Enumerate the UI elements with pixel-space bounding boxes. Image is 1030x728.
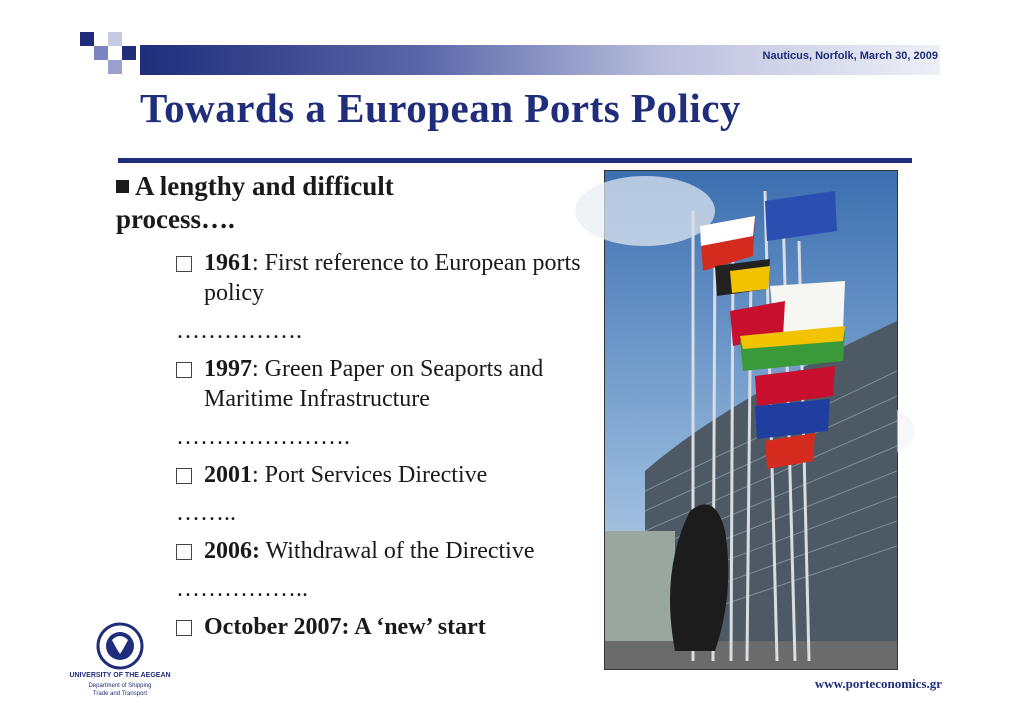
header-deco-square xyxy=(108,32,122,46)
ellipsis-separator: …….. xyxy=(176,500,236,526)
title-divider xyxy=(118,158,912,163)
item-year: 2001 xyxy=(204,462,252,488)
header-deco-square xyxy=(108,60,122,74)
item-text: Withdrawal of the Directive xyxy=(260,538,535,564)
item-text: : Port Services Directive xyxy=(252,462,488,488)
ellipsis-separator: …………….. xyxy=(176,576,308,602)
checkbox-bullet-icon xyxy=(176,468,192,484)
list-item xyxy=(176,354,606,414)
item-year: 1997 xyxy=(204,356,252,382)
list-item xyxy=(176,612,606,642)
bullet-square-icon xyxy=(116,180,129,193)
item-year: 2006: xyxy=(204,538,260,564)
item-text: : Green Paper on Seaports and Maritime Infrastructure xyxy=(204,356,544,412)
checkbox-bullet-icon xyxy=(176,544,192,560)
checkbox-bullet-icon xyxy=(176,256,192,272)
item-text: : First reference to European ports policy xyxy=(204,250,581,306)
eu-parliament-flags-photo xyxy=(604,170,898,670)
university-logo xyxy=(69,620,171,700)
item-year: 1961 xyxy=(204,250,252,276)
list-item xyxy=(176,248,606,308)
header-deco-square xyxy=(80,32,94,46)
checkbox-bullet-icon xyxy=(176,362,192,378)
footer-url: www.porteconomics.gr xyxy=(814,676,942,691)
header-deco-square xyxy=(94,46,108,60)
header-note: Nauticus, Norfolk, March 30, 2009 xyxy=(762,50,938,62)
ellipsis-separator: ……………. xyxy=(176,318,302,344)
list-item xyxy=(176,536,606,566)
main-bullet-text: A lengthy and difficult process…. xyxy=(116,171,394,234)
logo-university-text: UNIVERSITY OF THE AEGEAN xyxy=(69,672,171,679)
checkbox-bullet-icon xyxy=(176,620,192,636)
timeline-list xyxy=(176,248,606,650)
ellipsis-separator: …………………. xyxy=(176,424,350,450)
list-item xyxy=(176,460,606,490)
logo-dept-line1: Department of Shipping xyxy=(88,683,152,689)
logo-dept-line2: Trade and Transport xyxy=(92,691,148,697)
slide-title: Towards a European Ports Policy xyxy=(140,85,741,131)
header-deco-square xyxy=(122,46,136,60)
main-bullet xyxy=(116,170,476,236)
item-year: October 2007: A ‘new’ start xyxy=(204,614,486,640)
